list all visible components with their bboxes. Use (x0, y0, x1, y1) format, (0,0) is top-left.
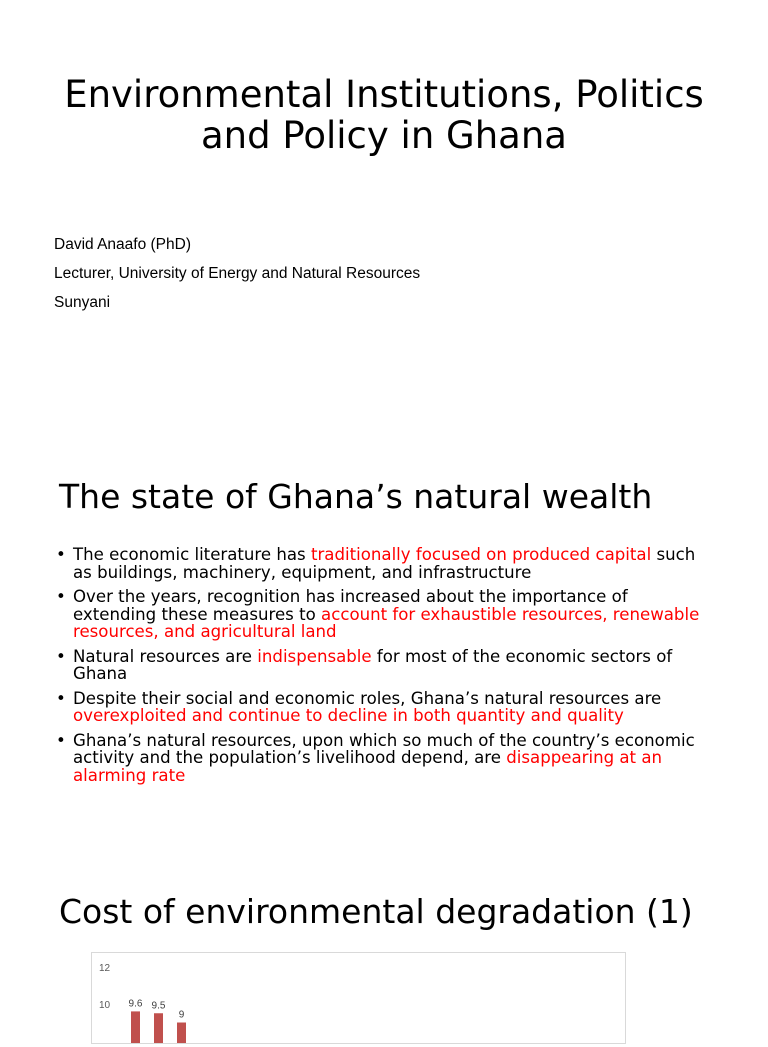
highlighted-text: disappearing at an alarming rate (73, 748, 663, 785)
bullet-text: for most of the economic sectors of Ghana (73, 646, 673, 683)
bullet-text: Natural resources are (73, 646, 258, 666)
chart-bar (177, 1023, 186, 1044)
y-tick-label: 12 (99, 963, 111, 974)
author-position: Lecturer, University of Energy and Natural Resources (54, 265, 421, 282)
slide-heading-natural-wealth: The state of Ghana’s natural wealth (59, 477, 653, 516)
bullet-item (56, 690, 716, 725)
presentation-title (0, 74, 768, 156)
bullet-item (56, 588, 716, 641)
title-line-2: and Policy in Ghana (201, 114, 567, 157)
bullet-text: Despite their social and economic roles, Ghana’s natural resources are (73, 688, 662, 708)
highlighted-text: traditionally focused on produced capital (310, 545, 652, 564)
bullet-dot-icon: • (56, 688, 66, 708)
slide-heading-degradation-cost: Cost of environmental degradation (1) (59, 892, 693, 931)
chart-bar (131, 1011, 140, 1043)
bullet-item (56, 546, 716, 581)
bullet-item (56, 648, 716, 683)
highlighted-text: account for exhaustible resources, renewable resources, and agricultural land (73, 604, 700, 641)
slide-title (0, 0, 768, 430)
author-location: Sunyani (54, 294, 111, 311)
bullet-text: Ghana’s natural resources, upon which so much of the country’s economic activity and the population’s livelihood depend, are (73, 730, 695, 767)
bullet-dot-icon: • (56, 646, 66, 666)
bar-value-label: 9.5 (151, 1000, 166, 1012)
bullet-item (56, 732, 716, 785)
bullet-dot-icon: • (56, 730, 66, 750)
bullet-text: Over the years, recognition has increased about the importance of extending these measures to (73, 587, 628, 624)
bullet-list (56, 546, 716, 791)
degradation-chart-frame (91, 952, 626, 1044)
bar-value-label: 9.6 (128, 998, 143, 1010)
bullet-dot-icon: • (56, 587, 66, 606)
bar-value-label: 9 (178, 1009, 185, 1021)
bullet-dot-icon: • (56, 545, 66, 564)
title-line-1: Environmental Institutions, Politics (64, 73, 704, 116)
y-tick-label: 10 (99, 1000, 111, 1011)
highlighted-text: overexploited and continue to decline in both quantity and quality (73, 706, 624, 725)
author-name: David Anaafo (PhD) (54, 236, 191, 253)
bullet-text: such as buildings, machinery, equipment, and infrastructure (73, 545, 696, 582)
bullet-text: The economic literature has (73, 545, 311, 564)
degradation-bar-chart (92, 953, 625, 1043)
chart-bar (154, 1013, 163, 1043)
highlighted-text: indispensable (257, 646, 372, 666)
